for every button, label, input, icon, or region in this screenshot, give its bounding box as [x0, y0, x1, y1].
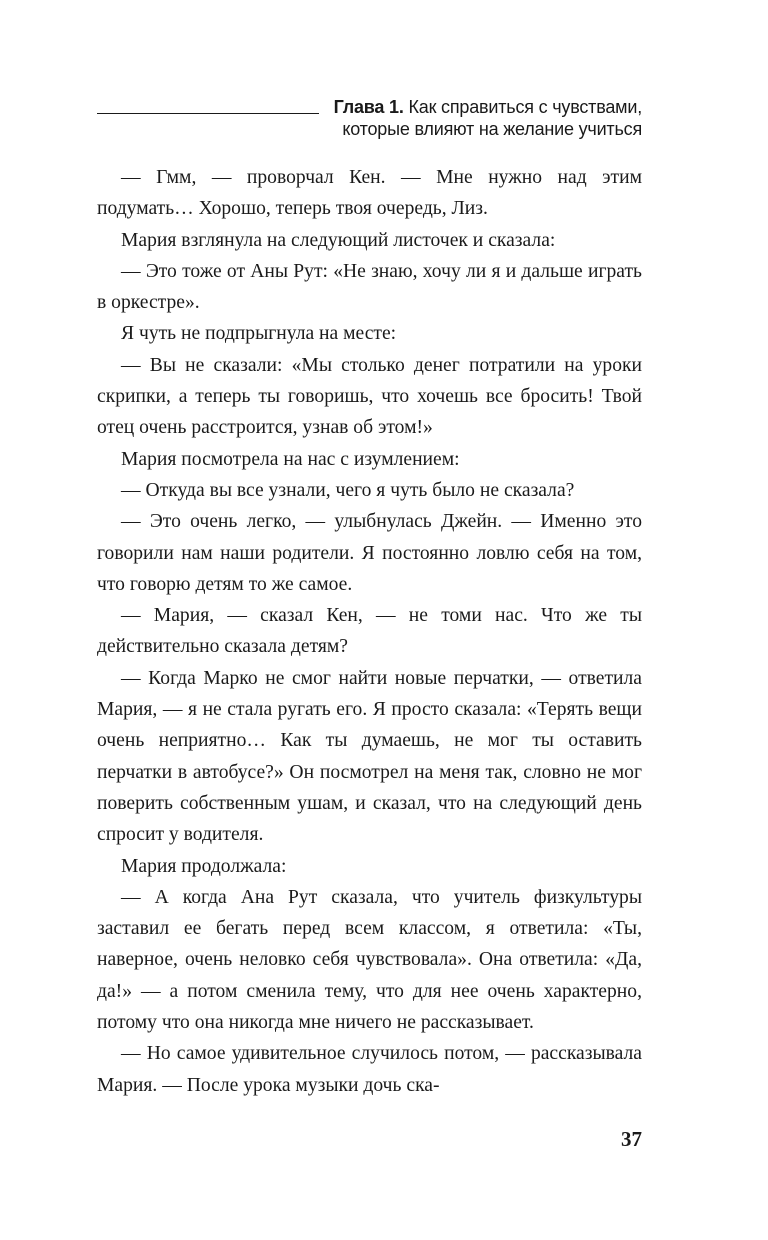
running-header — [97, 96, 642, 144]
paragraph: — Это очень легко, — улыбнулась Джейн. — Именно это говорили нам наши родители. Я постоянно ловлю себя на том, что говорю детям то же самое. — [97, 511, 642, 595]
paragraph: — Гмм, — проворчал Кен. — Мне нужно над этим подумать… Хорошо, теперь твоя очередь, Лиз. — [97, 167, 642, 220]
paragraph: Мария взглянула на следующий листочек и сказала: — [121, 229, 556, 251]
paragraph: — Но самое удивительное случилось потом, — рассказывала Мария. — После урока музыки дочь ска- — [97, 1043, 642, 1096]
paragraph: Мария продолжала: — [121, 855, 287, 877]
chapter-label: Глава 1. — [333, 97, 404, 117]
paragraph: — Это тоже от Аны Рут: «Не знаю, хочу ли я и дальше играть в оркестре». — [97, 260, 642, 314]
paragraph: — А когда Ана Рут сказала, что учитель физкультуры заставил ее бегать перед всем классом, я ответила: «Ты, наверное, очень неловко себя чувствовала». Она ответила: «Да, да!» — а потом сменила тему, что для нее очень характерно, потому что она никогда мне ничего не рассказывает. — [97, 886, 642, 1034]
chapter-title-line-2: которые влияют на желание учиться — [342, 119, 642, 139]
paragraph: Я чуть не подпрыгнула на месте: — [121, 323, 397, 345]
paragraph: — Откуда вы все узнали, чего я чуть было не сказала? — [121, 479, 575, 501]
chapter-title-line-1: Как справиться с чувствами, — [408, 97, 642, 117]
header-rule — [97, 113, 319, 114]
header-title — [334, 96, 642, 140]
paragraph: — Мария, — сказал Кен, — не томи нас. Что же ты действительно сказала детям? — [97, 605, 642, 658]
paragraph: — Вы не сказали: «Мы столько денег потратили на уроки скрипки, а теперь ты говоришь, что хочешь все бросить! Твой отец очень расстроится, узнав об этом!» — [97, 354, 642, 439]
page-body — [97, 162, 642, 1101]
paragraph: — Когда Марко не смог найти новые перчатки, — ответила Мария, — я не стала ругать его. Я просто сказала: «Терять вещи очень неприятно… Как ты думаешь, не мог ты оставить перчатки в автобусе?» Он посмотрел на меня так, словно не мог поверить собственным ушам, и сказал, что на следующий день спросит у водителя. — [97, 667, 642, 846]
page-number: 37 — [621, 1127, 642, 1151]
paragraph: Мария посмотрела на нас с изумлением: — [121, 448, 460, 470]
